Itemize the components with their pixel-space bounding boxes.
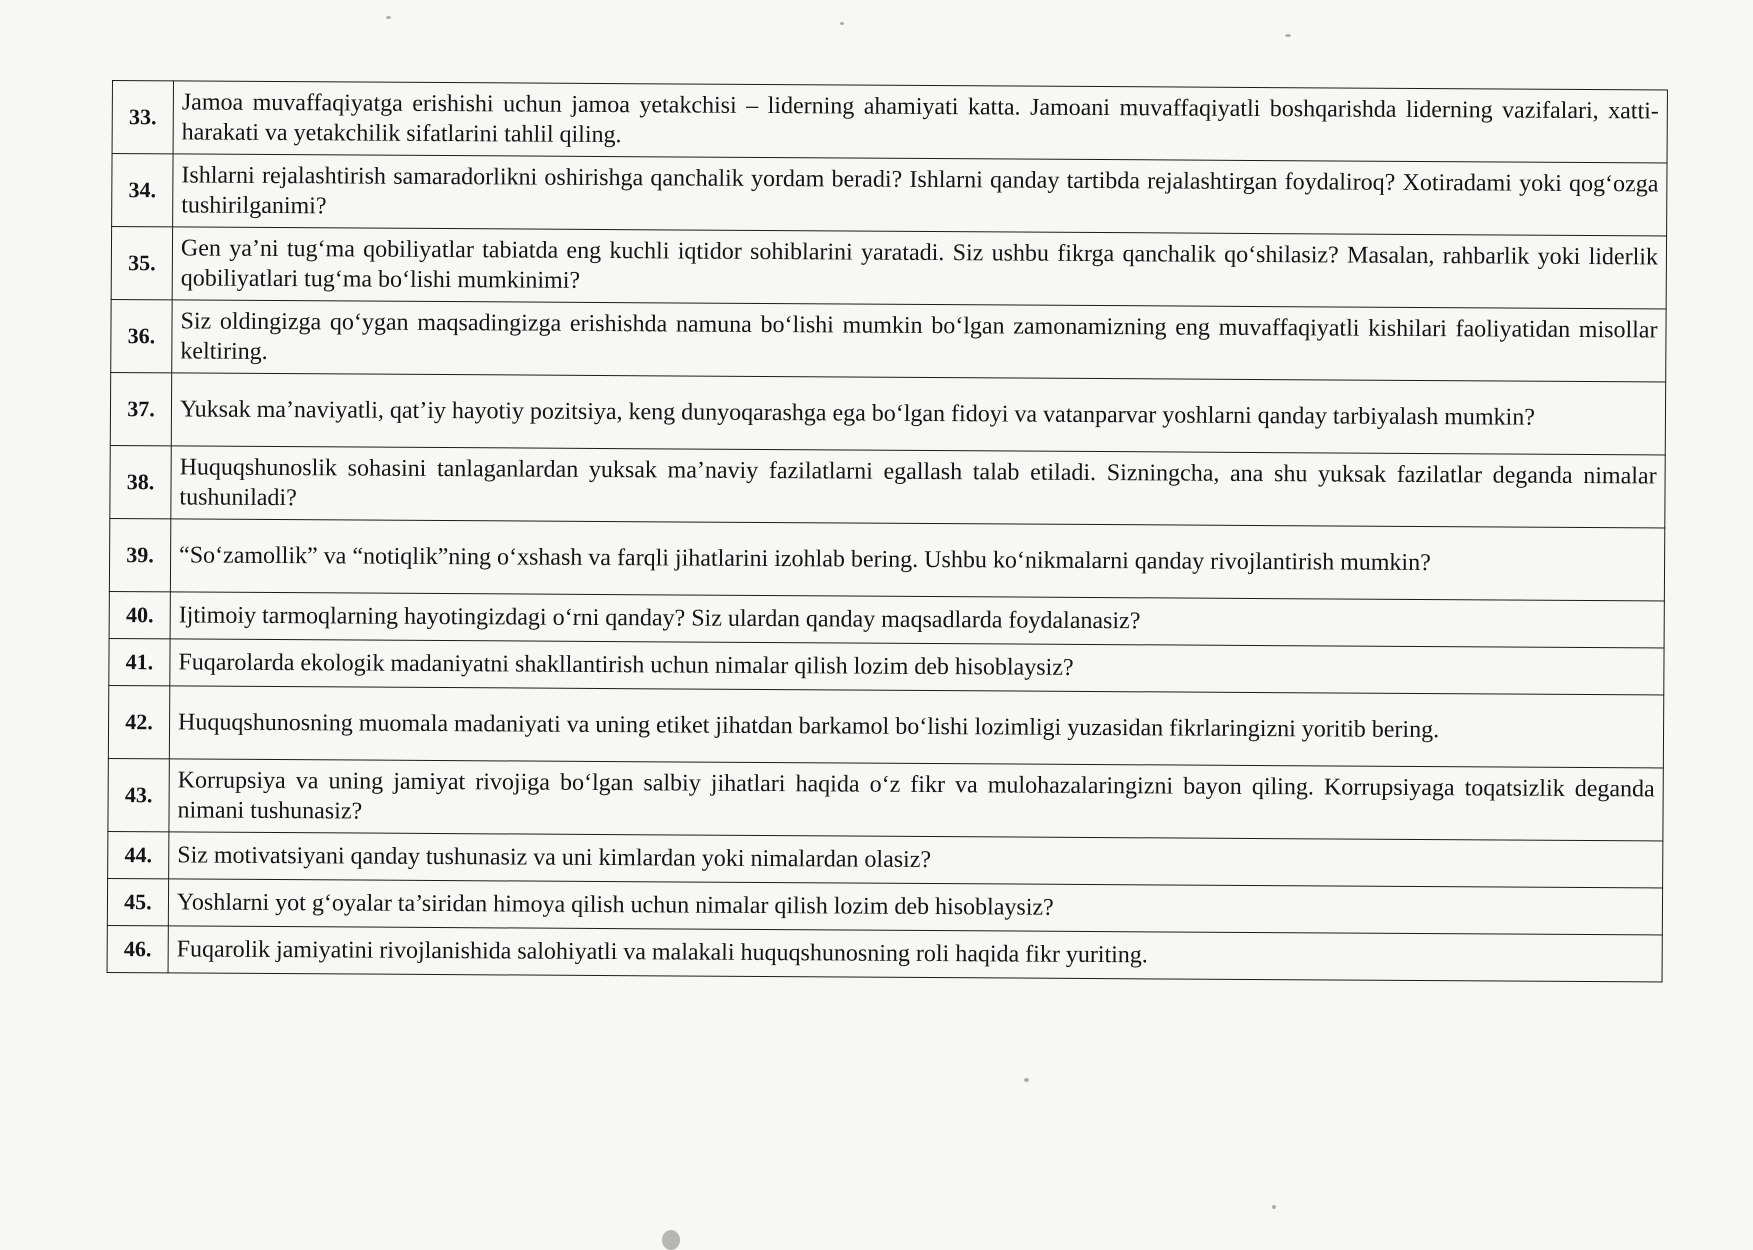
- question-text: Ijtimoiy tarmoqlarning hayotingizdagi o‘rni qanday? Siz ulardan qanday maqsadlarda foydalanasiz?: [170, 592, 1664, 648]
- table-row: [110, 372, 1665, 454]
- table-row: [108, 758, 1663, 840]
- scan-speck: [1285, 34, 1291, 37]
- question-text: Fuqarolarda ekologik madaniyatni shakllantirish uchun nimalar qilish lozim deb hisoblaysiz?: [170, 639, 1664, 695]
- question-number: 36.: [111, 299, 172, 372]
- scan-speck: [1272, 1205, 1276, 1209]
- table-row: [112, 154, 1667, 236]
- table-row: [111, 227, 1666, 309]
- question-number: 46.: [107, 925, 168, 972]
- table-row: [110, 445, 1665, 527]
- questions-table: [107, 80, 1668, 982]
- question-number: 43.: [108, 758, 169, 831]
- question-number: 34.: [112, 154, 173, 227]
- scan-speck: [386, 16, 391, 19]
- table-row: [107, 925, 1662, 981]
- question-text: Fuqarolik jamiyatini rivojlanishida salohiyatli va malakali huquqshunosning roli haqida fikr yuriting.: [168, 926, 1662, 982]
- question-number: 38.: [110, 445, 171, 518]
- table-row: [109, 518, 1664, 600]
- question-number: 40.: [109, 591, 170, 638]
- question-number: 41.: [109, 638, 170, 685]
- table-row: [111, 299, 1666, 381]
- question-text: Huquqshunosning muomala madaniyati va uning etiket jihatdan barkamol bo‘lishi lozimligi yuzasidan fikrlaringizni yoritib bering.: [169, 686, 1663, 768]
- table-row: [108, 685, 1663, 767]
- scan-blob: [662, 1230, 680, 1250]
- question-number: 33.: [112, 81, 173, 154]
- question-text: Jamoa muvaffaqiyatga erishishi uchun jamoa yetakchisi – liderning ahamiyati katta. Jamoani muvaffaqiyatli boshqarishda liderning vazifalari, xatti-harakati va yetakchilik sifatlarini tahlil qiling.: [173, 81, 1667, 163]
- question-number: 35.: [111, 227, 172, 300]
- table-row: [112, 81, 1667, 163]
- question-number: 39.: [109, 518, 170, 591]
- question-text: Siz oldingizga qo‘ygan maqsadingizga erishishda namuna bo‘lishi mumkin bo‘lgan zamonamizning eng muvaffaqiyatli kishilari faoliyatidan misollar keltiring.: [172, 300, 1666, 382]
- question-number: 37.: [110, 372, 171, 445]
- question-text: Gen ya’ni tug‘ma qobiliyatlar tabiatda eng kuchli iqtidor sohiblarini yaratadi. Siz ushbu fikrga qanchalik qo‘shilasiz? Masalan, rahbarlik yoki liderlik qobiliyatlari tug‘ma bo‘lishi mumkinimi?: [172, 227, 1666, 309]
- question-text: Yuksak ma’naviyatli, qat’iy hayotiy pozitsiya, keng dunyoqarashga ega bo‘lgan fidoyi va vatanparvar yoshlarni qanday tarbiyalash mumkin?: [171, 373, 1665, 455]
- question-number: 44.: [108, 831, 169, 878]
- question-text: “So‘zamollik” va “notiqlik”ning o‘xshash va farqli jihatlarini izohlab bering. Ushbu ko‘nikmalarni qanday rivojlantirish mumkin?: [170, 519, 1664, 601]
- question-text: Ishlarni rejalashtirish samaradorlikni oshirishga qanchalik yordam beradi? Ishlarni qanday tartibda rejalashtirgan foydaliroq? Xotiradami yoki qog‘ozga tushirilganimi?: [173, 154, 1667, 236]
- scan-speck: [1024, 1078, 1029, 1082]
- question-text: Huquqshunoslik sohasini tanlaganlardan yuksak ma’naviy fazilatlarni egallash talab etiladi. Sizningcha, ana shu yuksak fazilatlar deganda nimalar tushuniladi?: [171, 446, 1665, 528]
- question-text: Korrupsiya va uning jamiyat rivojiga bo‘lgan salbiy jihatlari haqida o‘z fikr va mulohazalaringizni bayon qiling. Korrupsiyaga toqatsizlik deganda nimani tushunasiz?: [169, 759, 1663, 841]
- scan-speck: [840, 22, 844, 25]
- question-text: Yoshlarni yot g‘oyalar ta’siridan himoya qilish uchun nimalar qilish lozim deb hisoblaysiz?: [168, 879, 1662, 935]
- question-text: Siz motivatsiyani qanday tushunasiz va uni kimlardan yoki nimalardan olasiz?: [169, 832, 1663, 888]
- question-number: 45.: [107, 878, 168, 925]
- question-number: 42.: [108, 685, 169, 758]
